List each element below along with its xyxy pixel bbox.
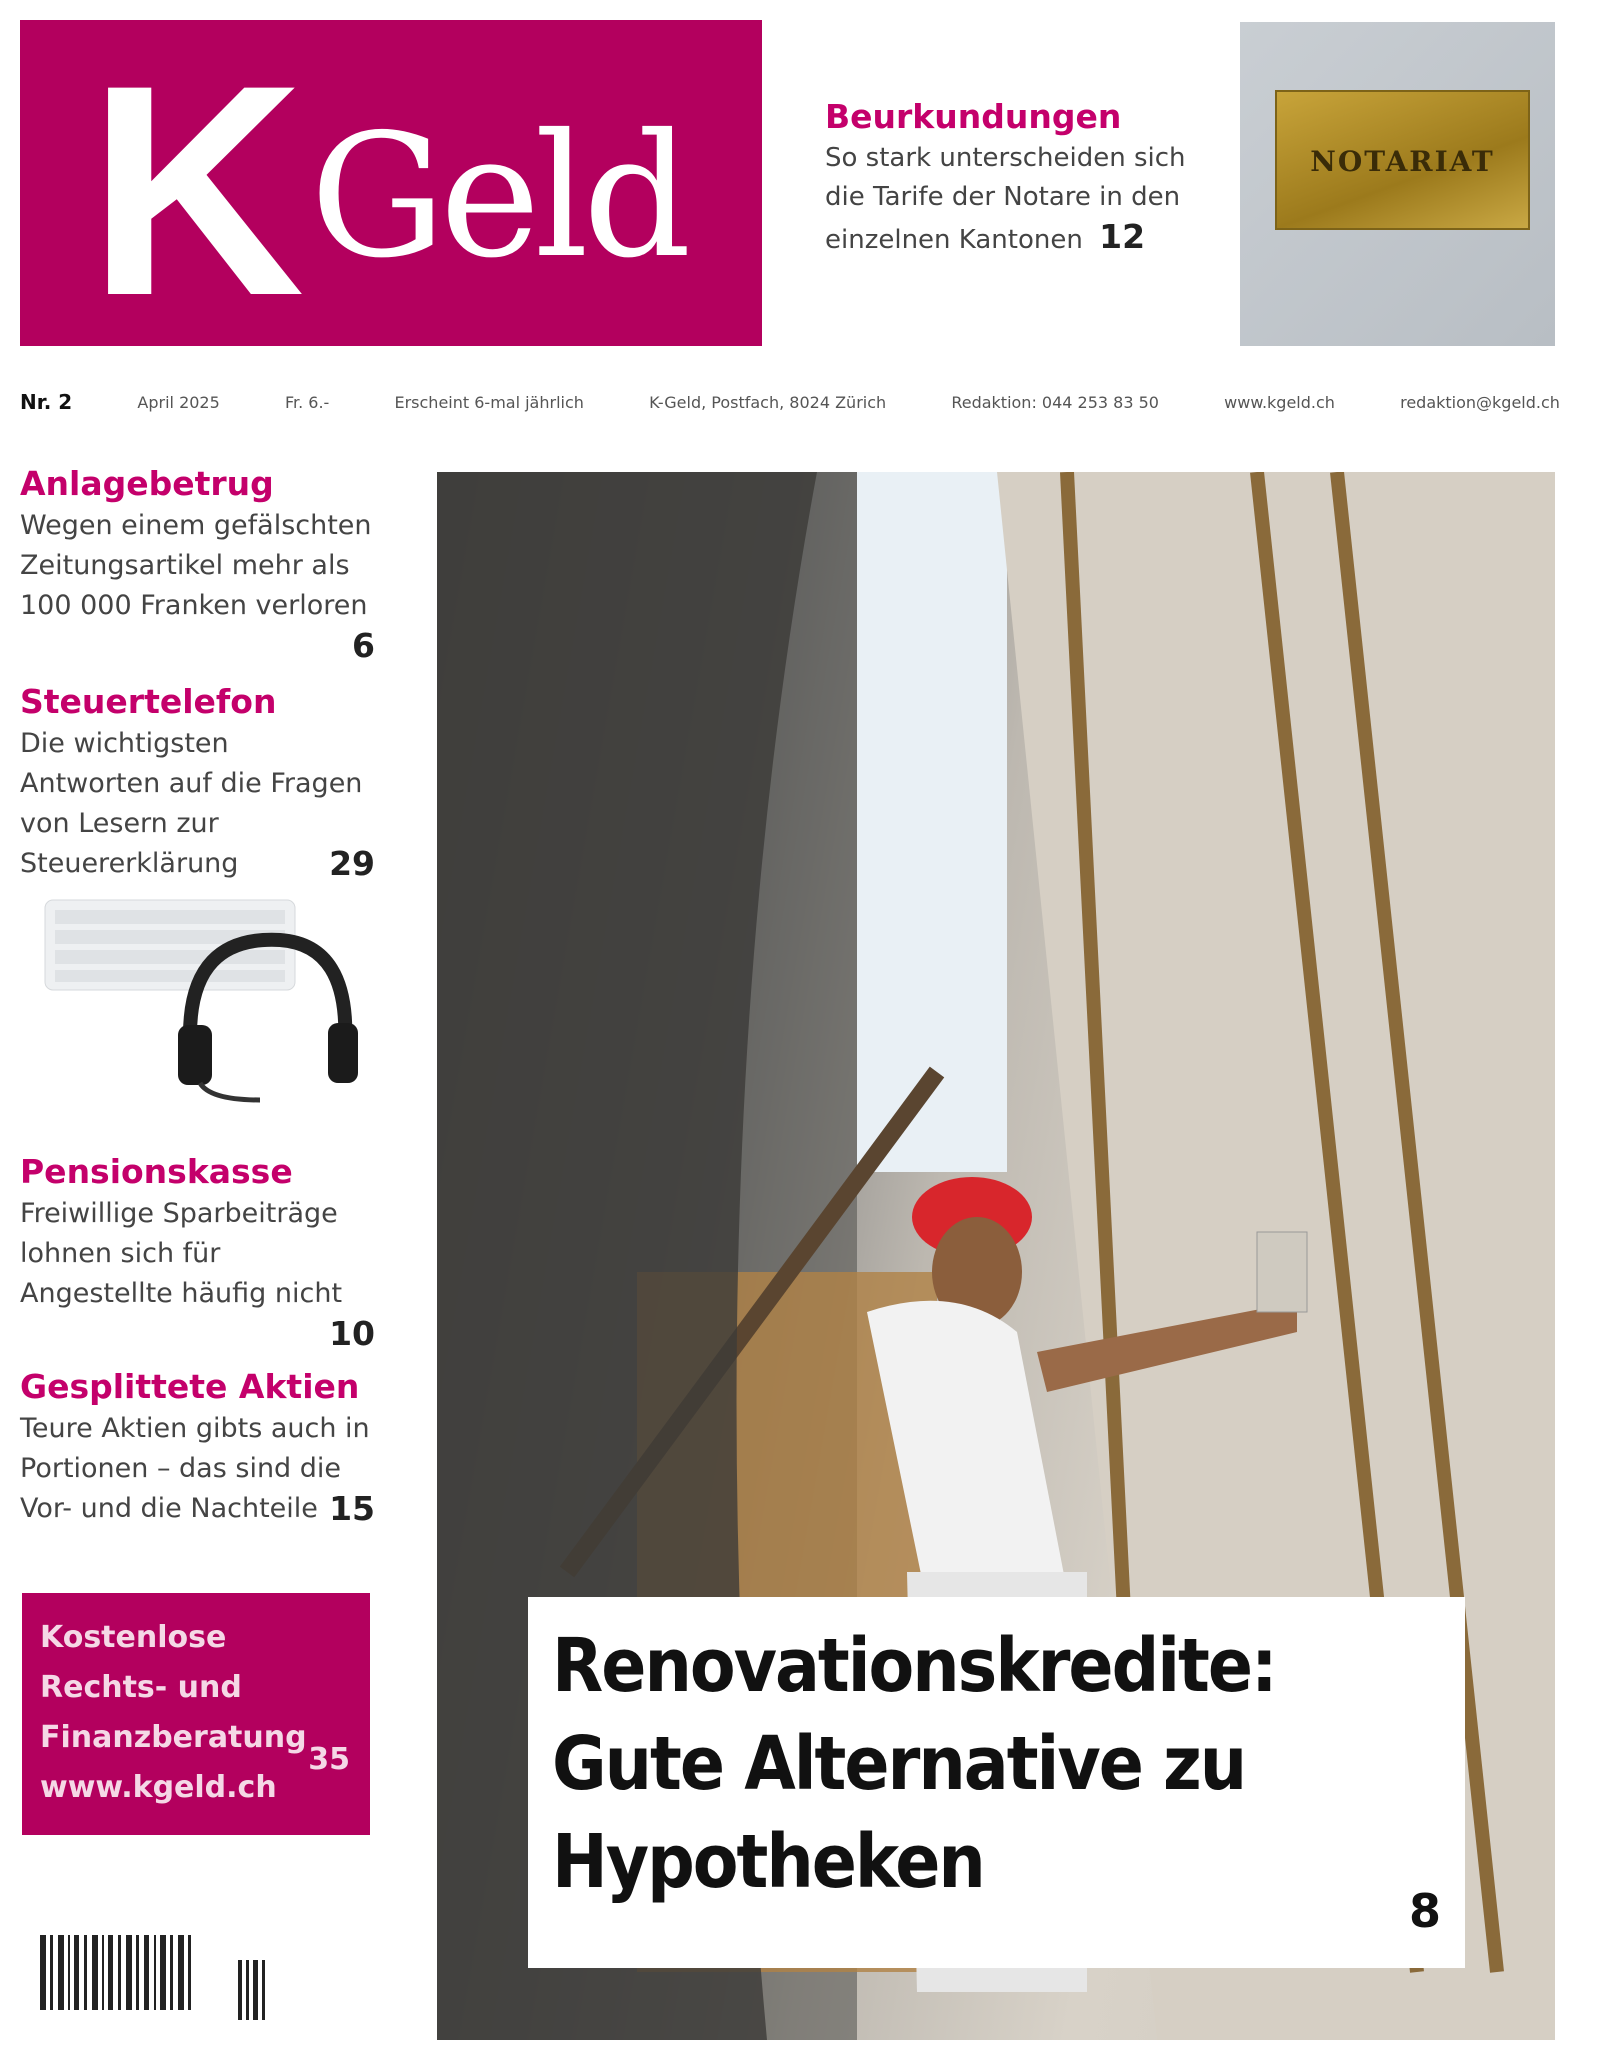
teaser-text: Wegen einem gefälschten Zeitungsartikel mehr als 100 000 Franken verloren — [20, 510, 372, 621]
notariat-photo — [1240, 22, 1555, 346]
logo-geld: Geld — [310, 98, 686, 296]
issue-number: Nr. 2 — [20, 390, 73, 414]
teaser-gesplittete-aktien[interactable] — [20, 1365, 375, 1529]
issue-info-bar — [20, 382, 1560, 422]
page-number: 35 — [308, 1742, 350, 1777]
page-number: 8 — [1408, 1884, 1441, 1938]
headline-line: Renovationskredite: — [552, 1623, 1276, 1709]
keyboard-headset-image — [40, 895, 360, 1115]
promo-line: Finanzberatung — [40, 1720, 307, 1755]
issue-frequency: Erscheint 6-mal jährlich — [394, 392, 584, 412]
kgeld-logo — [20, 20, 762, 358]
teaser-pensionskasse[interactable] — [20, 1150, 375, 1354]
issue-date: April 2025 — [137, 392, 220, 412]
teaser-kicker: Steuertelefon — [20, 682, 277, 721]
barcode-icon — [38, 1935, 283, 2030]
editorial-phone: Redaktion: 044 253 83 50 — [951, 392, 1159, 412]
teaser-text: Die wichtigsten Antworten auf die Fragen von Lesern zur Steuererklärung — [20, 728, 363, 879]
teaser-kicker: Beurkundungen — [825, 97, 1122, 136]
promo-line: Rechts- und — [40, 1670, 242, 1705]
teaser-kicker: Gesplittete Aktien — [20, 1367, 360, 1406]
headline-line: Hypotheken — [552, 1819, 984, 1905]
teaser-kicker: Pensionskasse — [20, 1152, 293, 1191]
headline-line: Gute Alternative zu — [552, 1721, 1246, 1807]
promo-link[interactable]: www.kgeld.ch — [40, 1770, 277, 1805]
page-number: 10 — [329, 1314, 375, 1353]
teaser-text: Freiwillige Sparbeiträge lohnen sich für Angestellte häufig nicht — [20, 1198, 343, 1309]
page-number: 6 — [352, 626, 375, 665]
page-number: 15 — [329, 1489, 375, 1528]
publisher-address: K-Geld, Postfach, 8024 Zürich — [649, 392, 887, 412]
website: www.kgeld.ch — [1224, 392, 1335, 412]
cover-story-headline[interactable] — [528, 1597, 1465, 1968]
teaser-text: Teure Aktien gibts auch in Portionen – das sind die Vor- und die Nachteile — [20, 1413, 370, 1524]
teaser-steuertelefon[interactable] — [20, 680, 375, 884]
logo-k: K — [88, 22, 295, 358]
top-teaser[interactable] — [825, 95, 1195, 260]
teaser-anlagebetrug[interactable] — [20, 462, 375, 666]
promo-box-beratung[interactable] — [22, 1593, 370, 1835]
promo-line: Kostenlose — [40, 1620, 227, 1655]
page-number: 29 — [329, 844, 375, 883]
notariat-plate: NOTARIAT — [1275, 90, 1530, 230]
issue-price: Fr. 6.- — [284, 392, 330, 412]
teaser-kicker: Anlagebetrug — [20, 464, 274, 503]
teaser-text: So stark unterscheiden sich die Tarife der Notare in den einzelnen Kantonen — [825, 143, 1186, 255]
email: redaktion@kgeld.ch — [1400, 392, 1560, 412]
page-number: 12 — [1099, 217, 1146, 256]
